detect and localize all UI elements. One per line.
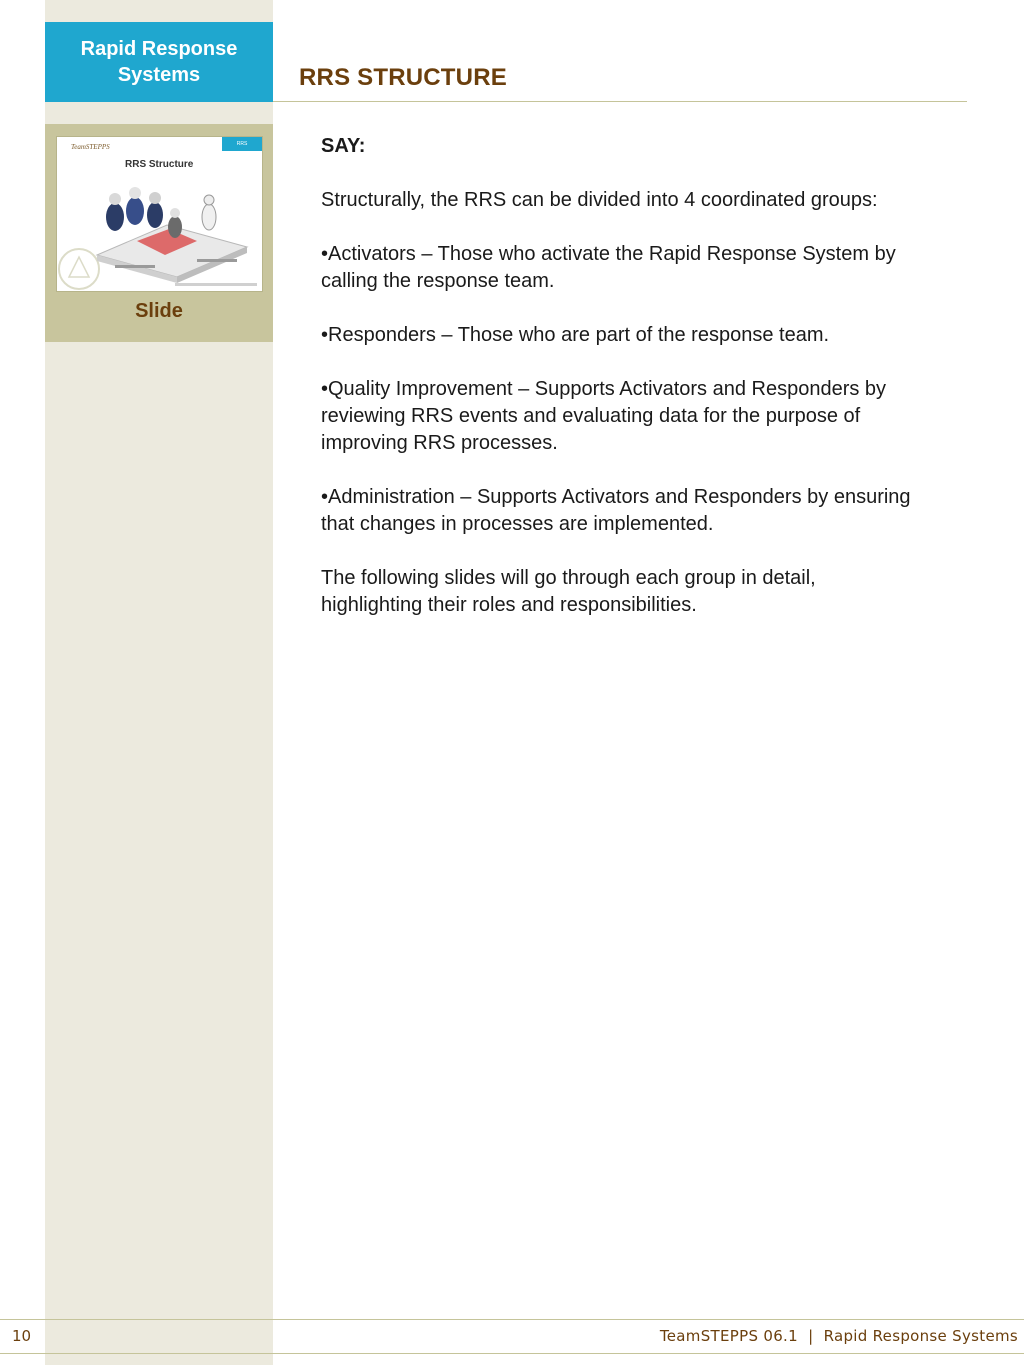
page-number: 10 bbox=[12, 1327, 32, 1345]
say-label: SAY: bbox=[321, 135, 366, 157]
slide-thumbnail-brand: TeamSTEPPS bbox=[71, 143, 110, 151]
paragraph-responders: •Responders – Those who are part of the response team. bbox=[321, 324, 830, 346]
footer-divider-top bbox=[0, 1319, 1024, 1320]
paragraph-intro: Structurally, the RRS can be divided into 4 coordinated groups: bbox=[321, 189, 878, 211]
slide-thumbnail-title: RRS Structure bbox=[125, 159, 194, 170]
body-text bbox=[321, 133, 921, 646]
section-tab-line-1: Rapid Response bbox=[80, 38, 238, 60]
section-tab-line-2: Systems bbox=[117, 64, 201, 86]
footer-divider-bottom bbox=[0, 1353, 1024, 1354]
paragraph-administration: •Administration – Supports Activators and Responders by ensuring that changes in processes are implemented. bbox=[321, 486, 911, 535]
paragraph-quality-improvement: •Quality Improvement – Supports Activators and Responders by reviewing RRS events and evaluating data for the purpose of improving RRS processes. bbox=[321, 378, 887, 454]
paragraph-closing: The following slides will go through each group in detail, highlighting their roles and responsibilities. bbox=[321, 567, 816, 616]
page-title: RRS STRUCTURE bbox=[299, 64, 507, 91]
slide-thumbnail bbox=[57, 137, 262, 291]
section-tab bbox=[45, 22, 273, 102]
footer-text: TeamSTEPPS 06.1 | Rapid Response Systems bbox=[659, 1327, 1018, 1345]
title-divider bbox=[273, 101, 967, 102]
slide-thumbnail-tag: RRS bbox=[222, 137, 262, 151]
slide-label: Slide bbox=[135, 300, 183, 322]
paragraph-activators: •Activators – Those who activate the Rapid Response System by calling the response team. bbox=[321, 243, 896, 292]
